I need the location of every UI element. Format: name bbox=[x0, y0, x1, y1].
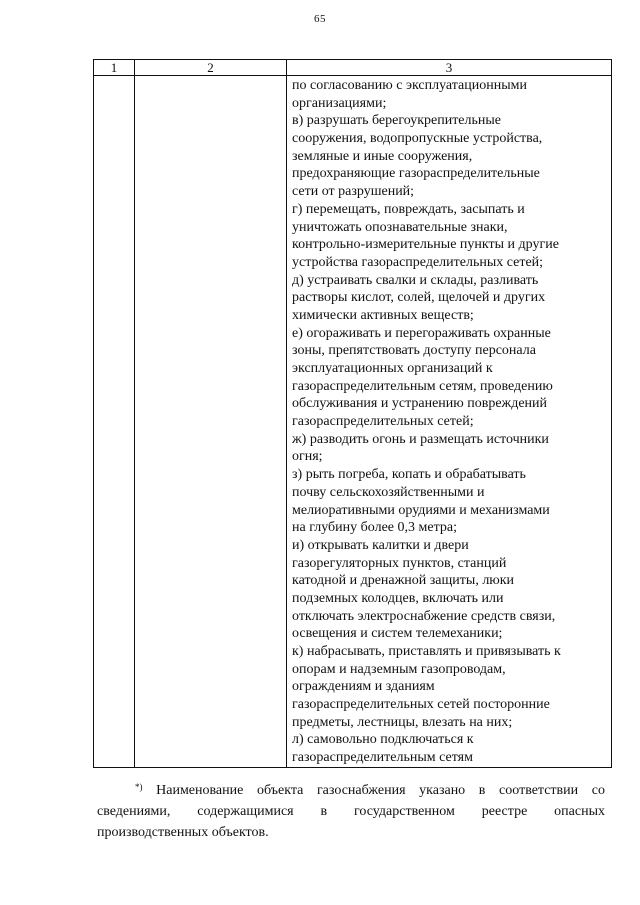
text-line: л) самовольно подключаться к bbox=[292, 732, 474, 748]
column3-text bbox=[287, 76, 611, 767]
table-cell-col2 bbox=[135, 76, 287, 768]
text-line: предохраняющие газораспределительные bbox=[292, 166, 540, 182]
text-line: подземных колодцев, включать или bbox=[292, 590, 504, 606]
text-line: опорам и надземным газопроводам, bbox=[292, 661, 506, 677]
text-line: ограждениям и зданиям bbox=[292, 679, 435, 695]
footnote-line: производственных объектов. bbox=[97, 825, 269, 840]
text-line: сети от разрушений; bbox=[292, 184, 415, 200]
column-header-2: 2 bbox=[135, 60, 287, 76]
column-header-1: 1 bbox=[94, 60, 135, 76]
text-line: организациями; bbox=[292, 95, 387, 111]
footnote-text: Наименование объекта газоснабжения указано в соответствии со bbox=[156, 783, 605, 798]
table-row bbox=[94, 76, 612, 768]
text-line: и) открывать калитки и двери bbox=[292, 537, 469, 553]
text-line: химически активных веществ; bbox=[292, 307, 474, 323]
footnote-marker: *) bbox=[135, 782, 143, 792]
text-line: отключать электроснабжение средств связи, bbox=[292, 608, 556, 624]
text-line: д) устраивать свалки и склады, разливать bbox=[292, 272, 539, 288]
text-line: устройства газораспределительных сетей; bbox=[292, 254, 544, 270]
text-line: газораспределительных сетей; bbox=[292, 414, 474, 430]
text-line: почву сельскохозяйственными и bbox=[292, 484, 485, 500]
text-line: катодной и дренажной защиты, люки bbox=[292, 573, 515, 589]
text-line: з) рыть погреба, копать и обрабатывать bbox=[292, 467, 526, 483]
table-cell-col3 bbox=[287, 76, 612, 768]
text-line: г) перемещать, повреждать, засыпать и bbox=[292, 201, 525, 217]
text-line: к) набрасывать, приставлять и привязывать к bbox=[292, 644, 561, 659]
column-header-3: 3 bbox=[287, 60, 612, 76]
text-line: газораспределительных сетей посторонние bbox=[292, 697, 550, 713]
text-line: газораспределительным сетям, проведению bbox=[292, 378, 553, 394]
text-line: мелиоративными орудиями и механизмами bbox=[292, 502, 550, 518]
text-line: предметы, лестницы, влезать на них; bbox=[292, 714, 513, 730]
text-line: по согласованию с эксплуатационными bbox=[292, 78, 527, 93]
document-table bbox=[93, 59, 612, 768]
text-line: на глубину более 0,3 метра; bbox=[292, 520, 457, 536]
page-number: 65 bbox=[314, 13, 326, 25]
text-line: газораспределительным сетям bbox=[292, 750, 473, 766]
footnote-line: сведениями, содержащимися в государственном реестре опасных bbox=[97, 804, 605, 819]
text-line: сооружения, водопропускные устройства, bbox=[292, 131, 543, 147]
text-line: огня; bbox=[292, 449, 323, 465]
text-line: контрольно-измерительные пункты и другие bbox=[292, 237, 559, 253]
text-line: освещения и систем телемеханики; bbox=[292, 626, 503, 642]
footnote bbox=[97, 780, 605, 843]
table-cell-col1 bbox=[94, 76, 135, 768]
table-header-row bbox=[94, 60, 612, 76]
text-line: растворы кислот, солей, щелочей и других bbox=[292, 290, 546, 306]
text-line: уничтожать опознавательные знаки, bbox=[292, 219, 508, 235]
text-line: земляные и иные сооружения, bbox=[292, 148, 473, 164]
text-line: газорегуляторных пунктов, станций bbox=[292, 555, 507, 571]
text-line: зоны, препятствовать доступу персонала bbox=[292, 343, 536, 359]
text-line: ж) разводить огонь и размещать источники bbox=[292, 431, 549, 447]
text-line: в) разрушать берегоукрепительные bbox=[292, 113, 502, 129]
footnote-line bbox=[97, 780, 605, 801]
text-line: е) огораживать и перегораживать охранные bbox=[292, 325, 551, 341]
text-line: обслуживания и устранению повреждений bbox=[292, 396, 548, 412]
text-line: эксплуатационных организаций к bbox=[292, 361, 493, 376]
